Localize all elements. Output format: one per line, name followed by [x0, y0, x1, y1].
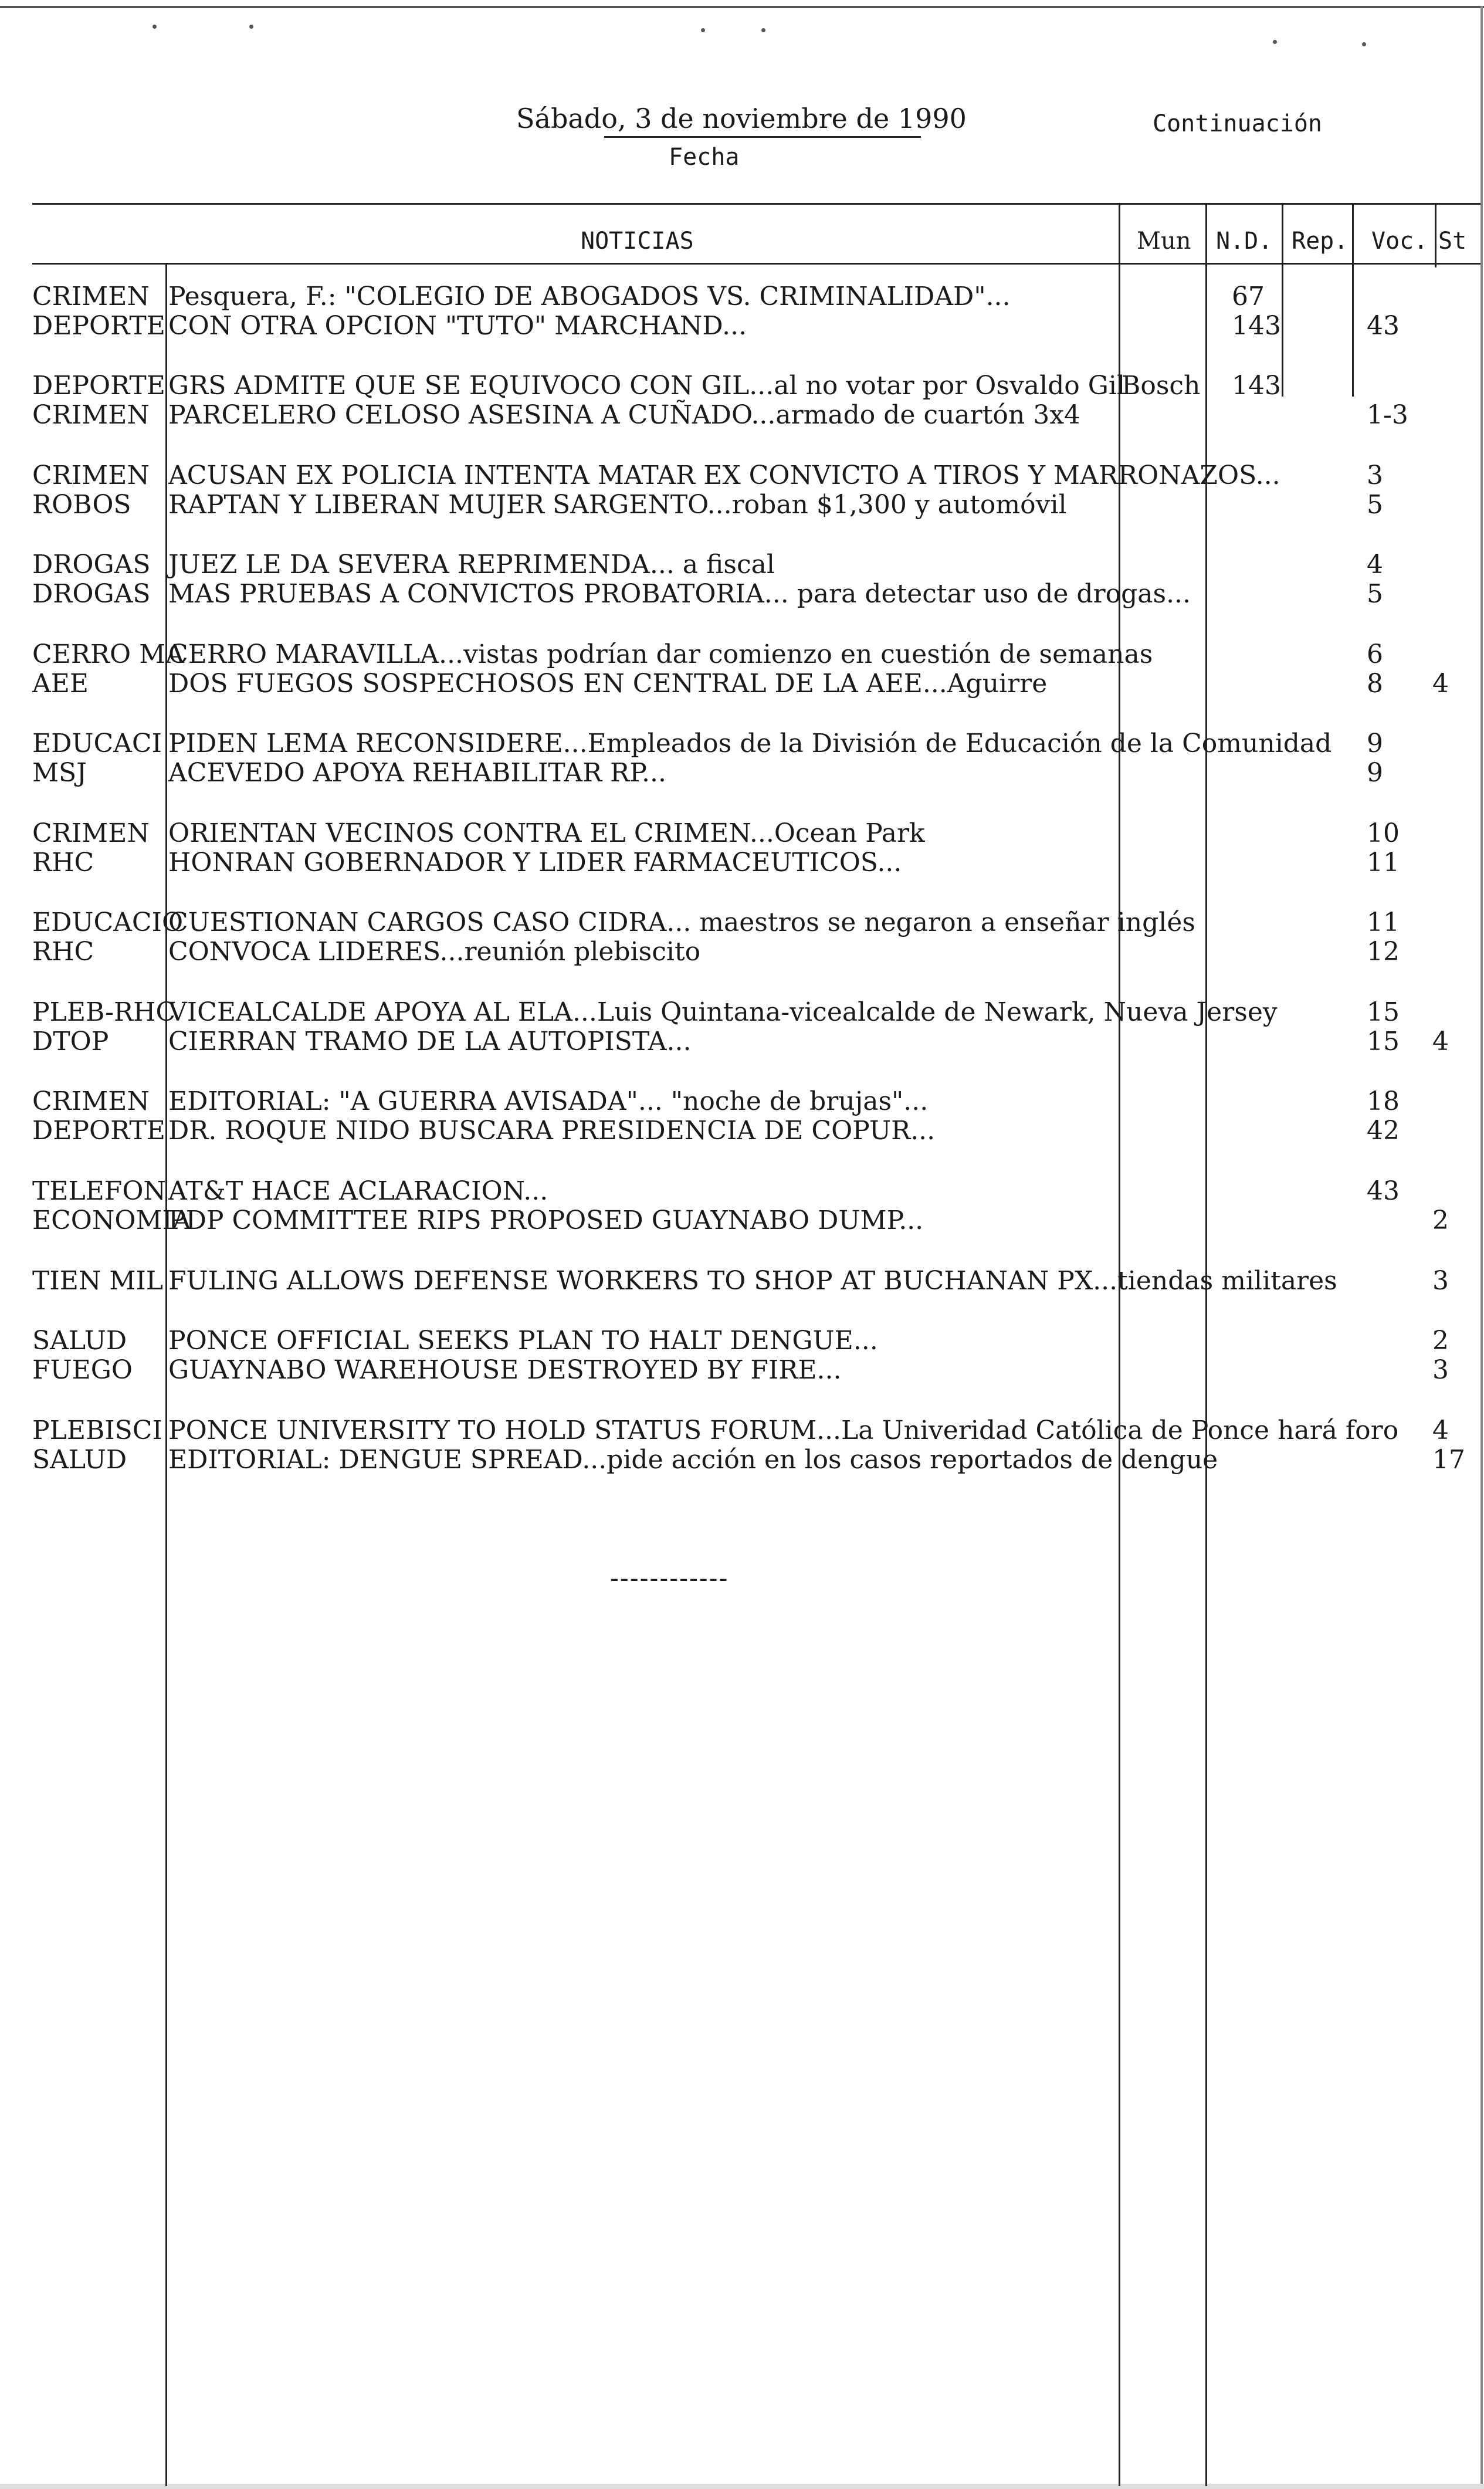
table-row — [0, 1445, 1480, 1475]
row-headline: CON OTRA OPCION "TUTO" MARCHAND... — [168, 311, 747, 341]
table-row — [0, 1176, 1480, 1207]
table-row — [0, 818, 1480, 849]
row-headline: PONCE OFFICIAL SEEKS PLAN TO HALT DENGUE... — [168, 1326, 878, 1356]
row-headline: CERRO MARAVILLA...vistas podrían dar comienzo en cuestión de semanas — [168, 639, 1153, 669]
row-category: SALUD — [32, 1445, 127, 1475]
column-header-noticias: NOTICIAS — [581, 228, 694, 255]
end-mark: ------------ — [610, 1563, 729, 1593]
row-voc: 9 — [1367, 729, 1383, 758]
row-category: DTOP — [32, 1027, 109, 1056]
row-category: MSJ — [32, 758, 87, 788]
table-row — [0, 490, 1480, 520]
row-headline: DOS FUEGOS SOSPECHOSOS EN CENTRAL DE LA AEE...Aguirre — [168, 669, 1048, 699]
row-voc: 10 — [1367, 818, 1400, 848]
row-voc: 11 — [1367, 848, 1400, 878]
table-row — [0, 907, 1480, 938]
row-voc: 3 — [1367, 460, 1383, 490]
row-category: SALUD — [32, 1326, 127, 1356]
table-row — [0, 460, 1480, 491]
row-nd: 67 — [1232, 282, 1265, 311]
row-st: 4 — [1432, 1415, 1449, 1445]
table-row — [0, 400, 1480, 431]
row-category: TIEN MIL — [32, 1266, 163, 1296]
row-category: CRIMEN — [32, 460, 150, 490]
table-row — [0, 848, 1480, 878]
row-voc: 6 — [1367, 639, 1383, 669]
row-st: 3 — [1432, 1355, 1449, 1385]
row-category: EDUCACIO — [32, 907, 184, 937]
page-border-right — [1480, 6, 1483, 2489]
row-category: DEPORTE — [32, 371, 165, 401]
row-headline: GRS ADMITE QUE SE EQUIVOCO CON GIL...al no votar por Osvaldo Gil — [168, 371, 1126, 401]
row-headline: HONRAN GOBERNADOR Y LIDER FARMACEUTICOS... — [168, 848, 902, 878]
row-st: 4 — [1432, 669, 1449, 699]
row-category: DROGAS — [32, 579, 151, 609]
row-headline: GUAYNABO WAREHOUSE DESTROYED BY FIRE... — [168, 1355, 842, 1385]
row-headline: PDP COMMITTEE RIPS PROPOSED GUAYNABO DUMP... — [168, 1205, 924, 1235]
row-headline: JUEZ LE DA SEVERA REPRIMENDA... a fiscal — [168, 550, 775, 580]
row-nd: 143 — [1232, 311, 1281, 341]
row-voc: 42 — [1367, 1116, 1400, 1146]
row-category: RHC — [32, 848, 94, 878]
table-row — [0, 758, 1480, 788]
scan-speck — [761, 28, 765, 32]
row-voc: 12 — [1367, 937, 1400, 967]
row-voc: 15 — [1367, 1027, 1400, 1056]
table-row — [0, 579, 1480, 609]
row-category: DEPORTE — [32, 1116, 165, 1146]
row-headline: MAS PRUEBAS A CONVICTOS PROBATORIA... para detectar uso de drogas... — [168, 579, 1191, 609]
row-headline: ACEVEDO APOYA REHABILITAR RP... — [168, 758, 666, 788]
table-row — [0, 1355, 1480, 1386]
scan-speck — [1362, 42, 1366, 46]
row-category: PLEBISCI — [32, 1415, 162, 1445]
scan-speck — [1273, 40, 1277, 44]
row-st: 2 — [1432, 1326, 1449, 1356]
row-headline: RAPTAN Y LIBERAN MUJER SARGENTO...roban $1,300 y automóvil — [168, 490, 1067, 520]
row-category: DEPORTE — [32, 311, 165, 341]
row-category: CRIMEN — [32, 818, 150, 848]
row-voc: 43 — [1367, 311, 1400, 341]
row-voc: 15 — [1367, 997, 1400, 1027]
table-row — [0, 729, 1480, 759]
date-underline — [604, 136, 921, 138]
row-category: EDUCACI — [32, 729, 162, 758]
row-st: 4 — [1432, 1027, 1449, 1056]
row-category: CRIMEN — [32, 282, 150, 311]
row-voc: 4 — [1367, 550, 1383, 580]
row-voc: 9 — [1367, 758, 1383, 788]
row-headline: VICEALCALDE APOYA AL ELA...Luis Quintana-vicealcalde de Newark, Nueva Jersey — [168, 997, 1278, 1027]
table-top-rule — [32, 203, 1480, 205]
page-border-bottom — [0, 2484, 1484, 2489]
row-headline: EDITORIAL: DENGUE SPREAD...pide acción en los casos reportados de dengue — [168, 1445, 1218, 1475]
column-header-voc: Voc. — [1371, 228, 1428, 255]
row-category: DROGAS — [32, 550, 151, 580]
row-nd: 143 — [1232, 371, 1281, 401]
row-voc: 18 — [1367, 1086, 1400, 1116]
scan-speck — [153, 25, 157, 29]
table-row — [0, 1415, 1480, 1446]
table-row — [0, 937, 1480, 967]
column-divider-st — [1435, 203, 1436, 267]
table-row — [0, 371, 1480, 401]
header-bottom-rule — [32, 263, 1480, 265]
continuation-label: Continuación — [1153, 110, 1322, 137]
column-header-rep: Rep. — [1292, 228, 1349, 255]
row-st: 17 — [1432, 1445, 1465, 1475]
row-category: TELEFON — [32, 1176, 166, 1206]
table-row — [0, 1086, 1480, 1117]
table-row — [0, 1205, 1480, 1236]
row-st: 2 — [1432, 1205, 1449, 1235]
row-st: 3 — [1432, 1266, 1449, 1296]
row-voc: 11 — [1367, 907, 1400, 937]
table-row — [0, 1326, 1480, 1356]
table-row — [0, 311, 1480, 341]
row-headline: FULING ALLOWS DEFENSE WORKERS TO SHOP AT BUCHANAN PX...tiendas militares — [168, 1266, 1337, 1296]
row-voc: 5 — [1367, 490, 1383, 520]
row-headline: EDITORIAL: "A GUERRA AVISADA"... "noche de brujas"... — [168, 1086, 929, 1116]
row-headline: AT&T HACE ACLARACION... — [168, 1176, 548, 1206]
table-row — [0, 1116, 1480, 1146]
row-voc: 1-3 — [1367, 400, 1408, 430]
row-headline: ACUSAN EX POLICIA INTENTA MATAR EX CONVICTO A TIROS Y MARRONAZOS... — [168, 460, 1280, 490]
header-date: Sábado, 3 de noviembre de 1990 — [516, 103, 967, 134]
row-headline: CUESTIONAN CARGOS CASO CIDRA... maestros se negaron a enseñar inglés — [168, 907, 1195, 937]
table-row — [0, 1266, 1480, 1296]
row-headline: ORIENTAN VECINOS CONTRA EL CRIMEN...Ocean Park — [168, 818, 925, 848]
row-voc: 5 — [1367, 579, 1383, 609]
row-voc: 43 — [1367, 1176, 1400, 1206]
row-category: RHC — [32, 937, 94, 967]
scan-speck — [701, 28, 705, 32]
row-headline: PARCELERO CELOSO ASESINA A CUÑADO...armado de cuartón 3x4 — [168, 400, 1080, 430]
row-category: CRIMEN — [32, 1086, 150, 1116]
table-row — [0, 282, 1480, 312]
row-category: CRIMEN — [32, 400, 150, 430]
row-headline: DR. ROQUE NIDO BUSCARA PRESIDENCIA DE COPUR... — [168, 1116, 936, 1146]
row-category: FUEGO — [32, 1355, 133, 1385]
table-row — [0, 639, 1480, 670]
row-category: CERRO MA — [32, 639, 184, 669]
row-category: ECONOMIA — [32, 1205, 191, 1235]
date-label: Fecha — [669, 144, 740, 171]
row-category: PLEB-RHC — [32, 997, 176, 1027]
row-mun: Bosch — [1122, 371, 1201, 401]
row-category: ROBOS — [32, 490, 131, 520]
row-voc: 8 — [1367, 669, 1383, 699]
table-row — [0, 1027, 1480, 1057]
row-headline: PONCE UNIVERSITY TO HOLD STATUS FORUM...La Univeridad Católica de Ponce hará foro — [168, 1415, 1399, 1445]
row-headline: PIDEN LEMA RECONSIDERE...Empleados de la División de Educación de la Comunidad — [168, 729, 1332, 758]
row-headline: CIERRAN TRAMO DE LA AUTOPISTA... — [168, 1027, 692, 1056]
row-category: AEE — [32, 669, 89, 699]
column-header-mun: Mun — [1137, 228, 1191, 255]
column-header-nd: N.D. — [1216, 228, 1273, 255]
table-row — [0, 997, 1480, 1028]
scan-speck — [249, 25, 253, 29]
row-headline: CONVOCA LIDERES...reunión plebiscito — [168, 937, 701, 967]
row-headline: Pesquera, F.: "COLEGIO DE ABOGADOS VS. CRIMINALIDAD"... — [168, 282, 1011, 311]
table-row — [0, 669, 1480, 699]
page-border-top — [0, 6, 1484, 8]
column-header-st: St — [1438, 228, 1467, 255]
table-row — [0, 550, 1480, 580]
